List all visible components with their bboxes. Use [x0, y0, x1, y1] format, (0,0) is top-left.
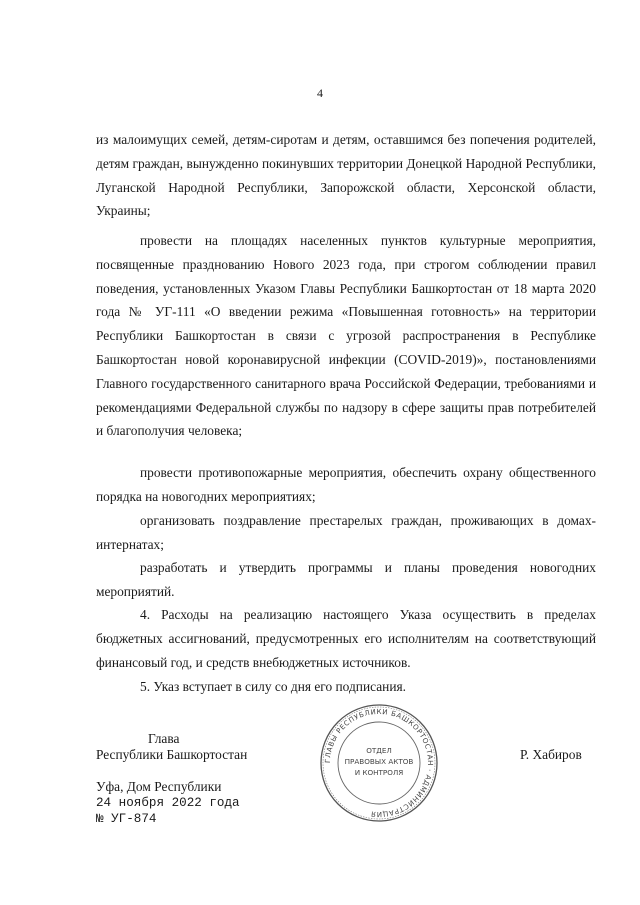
signature-title-line2: Республики Башкортостан — [96, 747, 248, 762]
place-line: Уфа, Дом Республики — [96, 779, 222, 794]
document-number: № УГ-874 — [96, 812, 157, 826]
date-line: 24 ноября 2022 года — [96, 796, 240, 810]
seal-center-line1: ОТДЕЛ — [366, 746, 392, 755]
seal-center-line3: И КОНТРОЛЯ — [354, 768, 404, 777]
seal-center-line2: ПРАВОВЫХ АКТОВ — [344, 757, 414, 766]
page-number: 4 — [317, 86, 323, 100]
paragraph-1: из малоимущих семей, детям-сиротам и детям, оставшимся без попечения родителей, детям граждан, вынужденно покинувших территории Донецкой Народной Республики, Луганской Народной Республики, Запорожской области, Херсонской области, Украины; — [96, 132, 596, 219]
paragraph-6: 4. Расходы на реализацию настоящего Указа осуществить в пределах бюджетных ассигнований, предусмотренных его исполнителям на соответствующий финансовый год, и средств внебюджетных источников. — [96, 607, 596, 670]
paragraph-2: провести на площадях населенных пунктов культурные мероприятия, посвященные празднованию Нового 2023 года, при строгом соблюдении правил поведения, установленных Указом Главы Республики Башкортостан от 18 марта 2020 года № УГ-111 «О введении режима «Повышенная готовность» на территории Республики Башкортостан в связи с угрозой распространения в Республике Башкортостан новой коронавирусной инфекции (COVID-2019)», постановлениями Главного государственного санитарного врача Российской Федерации, требованиями и рекомендациями Федеральной службы по надзору в сфере защиты прав потребителей и благополучия человека; — [96, 233, 596, 439]
paragraph-3: провести противопожарные мероприятия, обеспечить охрану общественного порядка на новогодних мероприятиях; — [96, 465, 596, 504]
seal-outer-text: ГЛАВЫ РЕСПУБЛИКИ БАШКОРТОСТАН · АДМИНИСТРАЦИЯ — [323, 707, 435, 819]
paragraph-7: 5. Указ вступает в силу со дня его подписания. — [140, 679, 407, 694]
paragraph-5: разработать и утвердить программы и планы проведения новогодних мероприятий. — [96, 560, 596, 599]
seal-stamp — [318, 702, 440, 824]
paragraph-4: организовать поздравление престарелых граждан, проживающих в домах-интернатах; — [96, 513, 596, 552]
signature-title-line1: Глава — [148, 731, 180, 746]
signature-name: Р. Хабиров — [520, 747, 582, 762]
